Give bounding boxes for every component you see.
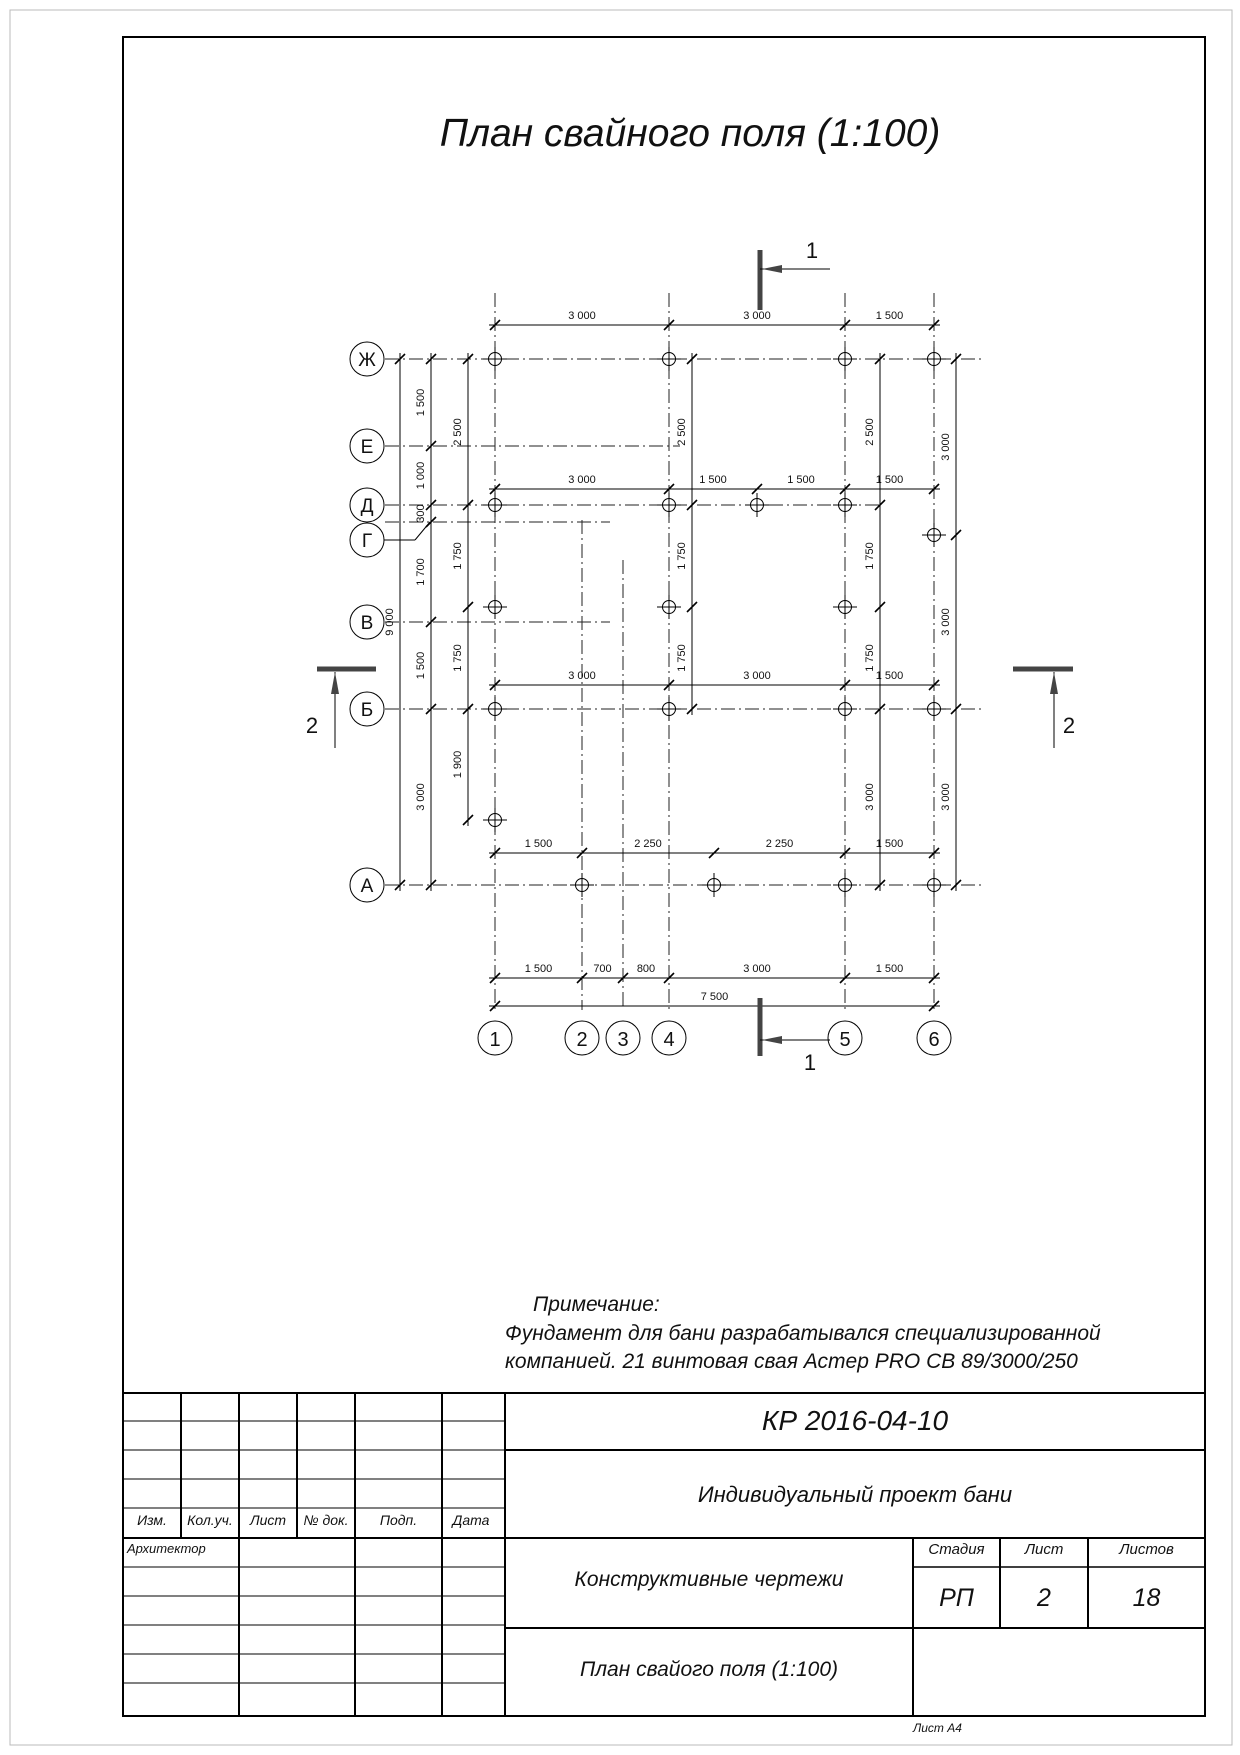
role-architect: Архитектор bbox=[127, 1541, 206, 1556]
dim-bottom-row-label: 1 500 bbox=[875, 963, 904, 975]
dim-row-a-label: 2 250 bbox=[765, 838, 794, 850]
section-cut-1-bottom-label: 1 bbox=[803, 1050, 817, 1075]
dim-row-b-label: 1 500 bbox=[875, 670, 904, 682]
header-izm: Изм. bbox=[137, 1512, 167, 1528]
dim-top-row-label: 3 000 bbox=[743, 310, 771, 322]
dim-left-total-label: 9 000 bbox=[384, 608, 396, 636]
project-name: Индивидуальный проект бани bbox=[697, 1482, 1013, 1507]
dim-right-chain-label: 3 000 bbox=[940, 433, 952, 461]
dim-left-chain-label: 1 500 bbox=[415, 651, 427, 680]
dim-top-row-label: 3 000 bbox=[568, 310, 596, 322]
sheet-value: 2 bbox=[1037, 1584, 1051, 1612]
dim-left-chain-label: 1 500 bbox=[415, 388, 427, 417]
drawing-frame bbox=[123, 37, 1205, 1716]
dim-left-chain2-label: 1 750 bbox=[452, 644, 464, 672]
header-doc-no: № док. bbox=[303, 1512, 349, 1528]
axis-label-1: 1 bbox=[489, 1029, 501, 1051]
section-cut-2-left-arrow-head bbox=[331, 672, 339, 694]
axis-label-5: 5 bbox=[839, 1029, 851, 1051]
header-date: Дата bbox=[452, 1512, 490, 1528]
section-cut-1-bottom-arrow-head bbox=[762, 1036, 782, 1044]
dim-col5-chain-label: 1 750 bbox=[864, 644, 876, 672]
dim-col4-chain-label: 1 750 bbox=[676, 644, 688, 672]
format-label: Лист А4 bbox=[913, 1721, 962, 1735]
doc-code: КР 2016-04-10 bbox=[761, 1405, 949, 1436]
dim-left-chain-label: 1 700 bbox=[415, 558, 427, 586]
dim-row-a-label: 2 250 bbox=[634, 838, 662, 850]
stage-label: Стадия bbox=[928, 1541, 985, 1558]
axis-label-row-3: Г bbox=[361, 531, 373, 552]
dim-col4-chain-label: 1 750 bbox=[676, 542, 688, 570]
section-cut-2-right-arrow-head bbox=[1050, 672, 1058, 694]
sheets-label: Листов bbox=[1119, 1541, 1174, 1558]
section-cut-2-right-label: 2 bbox=[1062, 713, 1076, 738]
axis-label-row-1: Е bbox=[360, 437, 374, 458]
dim-left-chain2-label: 2 500 bbox=[452, 418, 464, 446]
dim-row-a-label: 1 500 bbox=[524, 838, 553, 850]
axis-label-row-5: Б bbox=[360, 700, 374, 721]
axis-label-row-6: А bbox=[360, 876, 374, 897]
dim-top-row-label: 1 500 bbox=[875, 310, 904, 322]
dim-left-chain-label: 3 000 bbox=[415, 783, 427, 811]
sheets-value: 18 bbox=[1132, 1584, 1161, 1612]
dim-left-chain2-label: 1 900 bbox=[452, 750, 464, 779]
dim-bottom-total-label: 7 500 bbox=[700, 991, 729, 1003]
header-signature: Подп. bbox=[379, 1512, 418, 1528]
axis-label-3: 3 bbox=[617, 1029, 629, 1051]
dim-left-chain-label: 1 000 bbox=[415, 461, 427, 490]
header-list: Лист bbox=[249, 1512, 287, 1528]
section-name: Конструктивные чертежи bbox=[574, 1568, 844, 1591]
stage-value: РП bbox=[939, 1584, 974, 1612]
dim-bottom-row-label: 700 bbox=[593, 963, 612, 975]
dim-row-a-label: 1 500 bbox=[875, 838, 904, 850]
dim-col4-chain-label: 2 500 bbox=[676, 418, 688, 446]
dim-row-d-label: 3 000 bbox=[568, 474, 596, 486]
dim-left-chain-label: 300 bbox=[415, 504, 427, 523]
sheet-name: План свайого поля (1:100) bbox=[579, 1658, 838, 1681]
axis-label-6: 6 bbox=[928, 1029, 940, 1051]
dim-bottom-row-label: 800 bbox=[636, 963, 656, 975]
dim-col5-chain-label: 3 000 bbox=[864, 783, 876, 811]
axis-label-4: 4 bbox=[663, 1029, 675, 1051]
header-kol-uch: Кол.уч. bbox=[187, 1512, 233, 1528]
pile-field-plan bbox=[306, 238, 1075, 1075]
dim-row-d-label: 1 500 bbox=[787, 474, 815, 486]
section-cut-1-top-arrow-head bbox=[762, 265, 782, 273]
axis-label-row-0: Ж bbox=[358, 350, 376, 371]
dim-row-b-label: 3 000 bbox=[568, 670, 596, 682]
note-heading: Примечание: bbox=[533, 1293, 660, 1316]
note-line-1: Фундамент для бани разрабатывался специализированной bbox=[505, 1322, 1101, 1345]
axis-label-row-2: Д bbox=[360, 496, 374, 517]
dim-col5-chain-label: 2 500 bbox=[864, 418, 876, 446]
dim-bottom-row-label: 1 500 bbox=[524, 963, 553, 975]
axis-label-2: 2 bbox=[576, 1029, 588, 1051]
drawing-title: План свайного поля (1:100) bbox=[439, 112, 941, 155]
dim-bottom-row-label: 3 000 bbox=[743, 963, 771, 975]
dim-row-d-label: 1 500 bbox=[875, 474, 904, 486]
sheet-label: Лист bbox=[1024, 1541, 1064, 1558]
dim-row-d-label: 1 500 bbox=[699, 474, 727, 486]
dim-row-b-label: 3 000 bbox=[743, 670, 771, 682]
dim-right-chain-label: 3 000 bbox=[940, 608, 952, 636]
section-cut-1-top-label: 1 bbox=[805, 238, 819, 263]
dim-right-chain-label: 3 000 bbox=[940, 783, 952, 811]
section-cut-2-left-label: 2 bbox=[305, 713, 319, 738]
note-line-2: компанией. 21 винтовая свая Астер PRO СВ 89/3000/250 bbox=[505, 1350, 1078, 1373]
dim-col5-chain-label: 1 750 bbox=[864, 542, 876, 570]
dim-left-chain2-label: 1 750 bbox=[452, 542, 464, 570]
axis-label-row-4: В bbox=[360, 613, 374, 634]
